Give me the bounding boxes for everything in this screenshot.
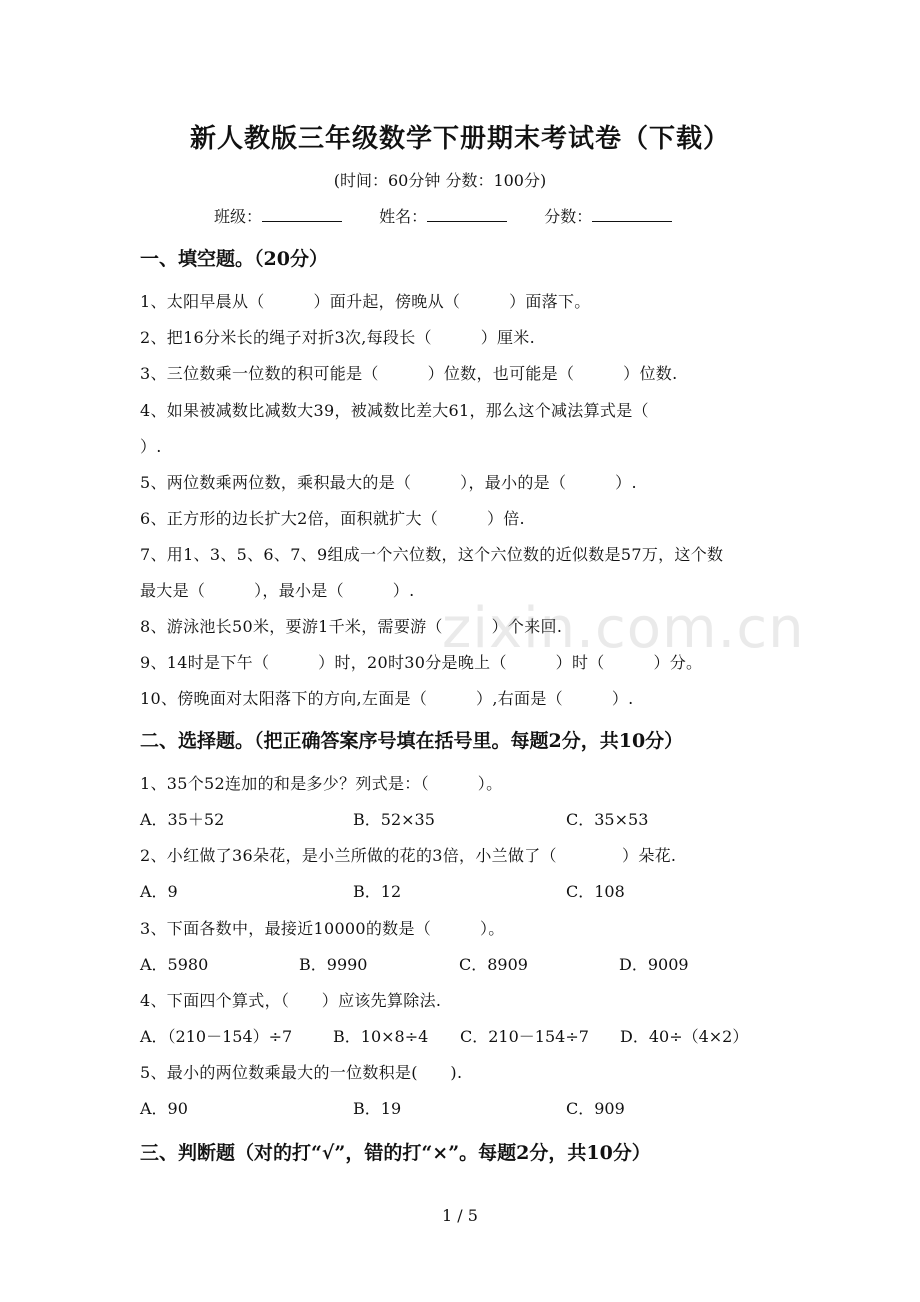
- choice-4-option-d[interactable]: D．40÷（4×2）: [620, 1027, 749, 1046]
- fill-question-5: 5、两位数乘两位数，乘积最大的是（ ），最小的是（ ）.: [140, 473, 637, 492]
- choice-3-option-b[interactable]: B．9990: [299, 955, 368, 974]
- fill-question-4-cont: ）.: [140, 437, 162, 456]
- section-true-false-heading: 三、判断题（对的打“√”，错的打“×”。每题2分，共10分）: [140, 1142, 651, 1164]
- choice-2-option-a[interactable]: A．9: [140, 882, 178, 901]
- fill-question-2: 2、把16分米长的绳子对折3次,每段长（ ）厘米.: [140, 328, 535, 347]
- score-field[interactable]: [544, 204, 672, 227]
- choice-1-option-a[interactable]: A．35＋52: [140, 810, 225, 829]
- class-blank[interactable]: [262, 207, 342, 222]
- choice-2-option-c[interactable]: C．108: [566, 882, 625, 901]
- choice-3-option-c[interactable]: C．8909: [459, 955, 528, 974]
- name-blank[interactable]: [427, 207, 507, 222]
- fill-question-4: 4、如果被减数比减数大39，被减数比差大61，那么这个减法算式是（: [140, 401, 649, 420]
- section-fill-in-heading: 一、填空题。（20分）: [140, 248, 328, 270]
- class-label: 班级：: [214, 207, 263, 226]
- choice-4-option-b[interactable]: B．10×8÷4: [333, 1027, 429, 1046]
- page-number: 1 / 5: [442, 1206, 478, 1225]
- choice-3-option-d[interactable]: D．9009: [619, 955, 689, 974]
- fill-question-8: 8、游泳池长50米，要游1千米，需要游（ ）个来回.: [140, 617, 563, 636]
- score-label: 分数：: [544, 207, 593, 226]
- choice-5-option-a[interactable]: A．90: [140, 1099, 188, 1118]
- fill-question-3: 3、三位数乘一位数的积可能是（ ）位数，也可能是（ ）位数.: [140, 364, 678, 383]
- fill-question-9: 9、14时是下午（ ）时，20时30分是晚上（ ）时（ ）分。: [140, 653, 703, 672]
- fill-question-7: 7、用1、3、5、6、7、9组成一个六位数，这个六位数的近似数是57万，这个数: [140, 545, 724, 564]
- choice-1-option-c[interactable]: C．35×53: [566, 810, 649, 829]
- choice-3-option-a[interactable]: A．5980: [140, 955, 209, 974]
- fill-question-7-cont: 最大是（ ），最小是（ ）.: [140, 581, 415, 600]
- choice-4-option-c[interactable]: C．210－154÷7: [460, 1027, 589, 1046]
- student-info-fields: [214, 204, 704, 227]
- choice-question-3: 3、下面各数中，最接近10000的数是（ ）。: [140, 919, 505, 938]
- page-title: 新人教版三年级数学下册期末考试卷（下载）: [189, 124, 730, 154]
- choice-2-option-b[interactable]: B．12: [353, 882, 402, 901]
- fill-question-1: 1、太阳早晨从（ ）面升起，傍晚从（ ）面落下。: [140, 292, 591, 311]
- choice-4-option-a[interactable]: A．（210－154）÷7: [140, 1027, 293, 1046]
- name-label: 姓名：: [379, 207, 428, 226]
- choice-question-1: 1、35个52连加的和是多少？列式是：（ ）。: [140, 774, 503, 793]
- choice-question-2: 2、小红做了36朵花，是小兰所做的花的3倍，小兰做了（ ）朵花.: [140, 846, 677, 865]
- section-choice-heading: 二、选择题。（把正确答案序号填在括号里。每题2分，共10分）: [140, 730, 684, 752]
- watermark: zixin.com.cn: [442, 596, 805, 661]
- choice-1-option-b[interactable]: B．52×35: [353, 810, 435, 829]
- choice-5-option-b[interactable]: B．19: [353, 1099, 402, 1118]
- fill-question-10: 10、傍晚面对太阳落下的方向,左面是（ ）,右面是（ ）.: [140, 689, 634, 708]
- class-field[interactable]: [214, 204, 342, 227]
- score-blank[interactable]: [592, 207, 672, 222]
- choice-question-5: 5、最小的两位数乘最大的一位数积是( ).: [140, 1063, 463, 1082]
- name-field[interactable]: [379, 204, 507, 227]
- fill-question-6: 6、正方形的边长扩大2倍，面积就扩大（ ）倍.: [140, 509, 525, 528]
- exam-time-score: (时间：60分钟 分数：100分): [333, 171, 547, 190]
- choice-5-option-c[interactable]: C．909: [566, 1099, 625, 1118]
- choice-question-4: 4、下面四个算式，（ ）应该先算除法.: [140, 991, 442, 1010]
